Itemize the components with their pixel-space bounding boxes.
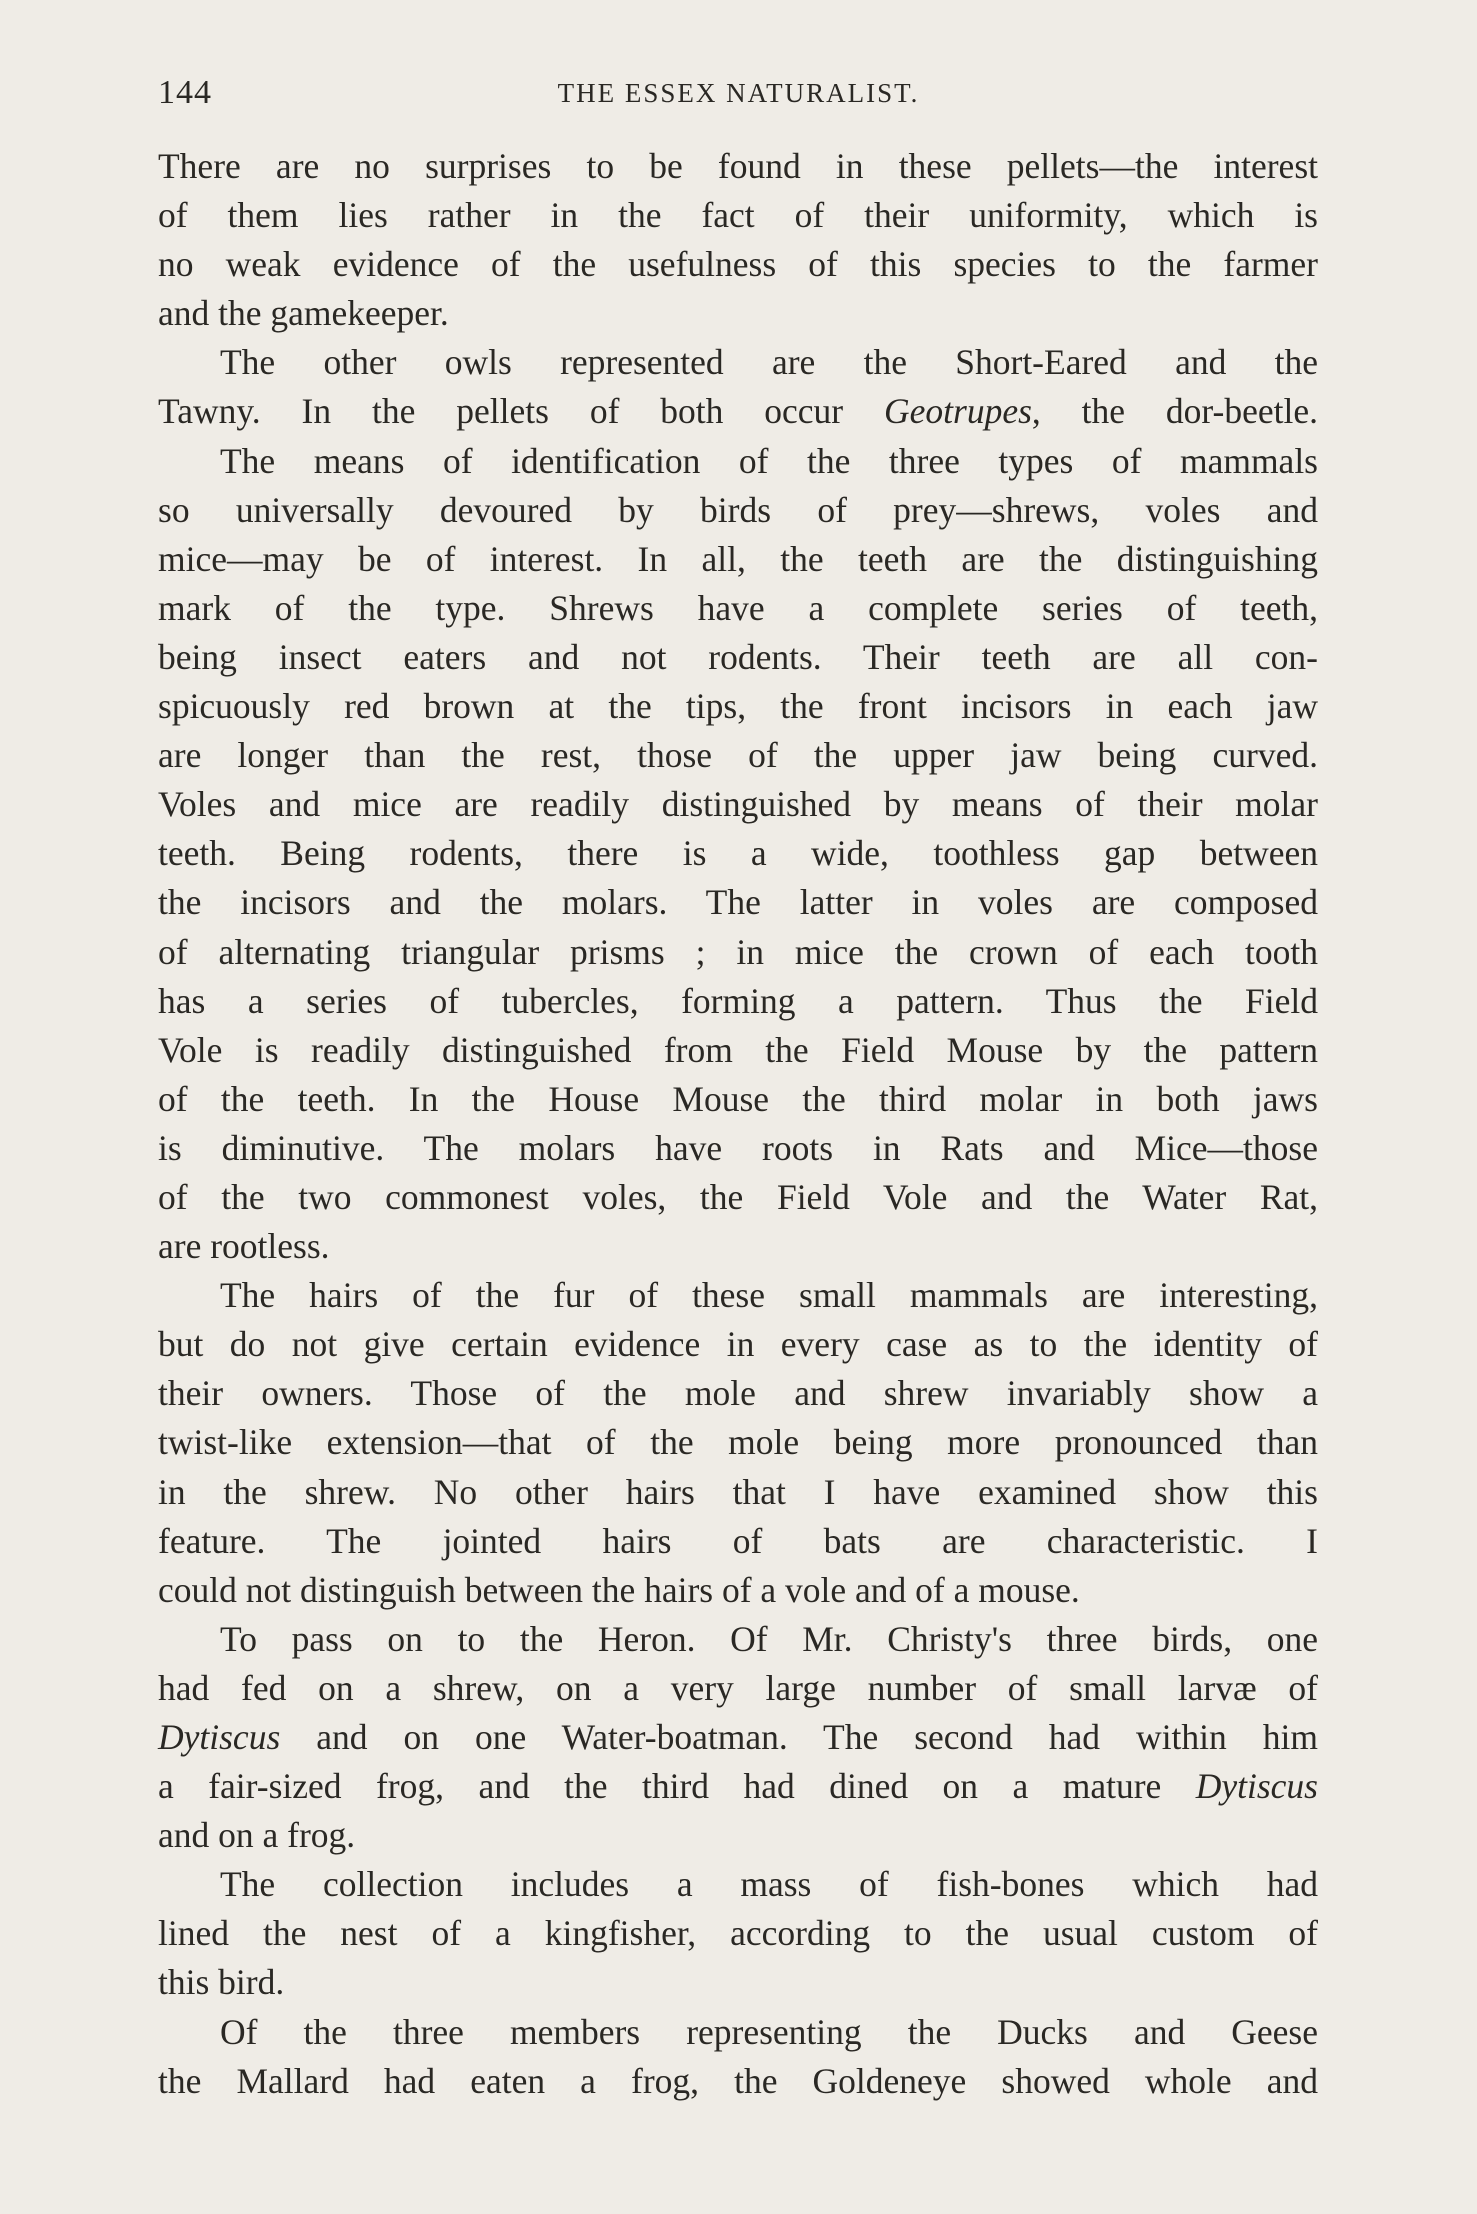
text-line: feature. The jointed hairs of bats are characteristic. I: [158, 1520, 1318, 1561]
text-line: is diminutive. The molars have roots in Rats and Mice—those: [158, 1127, 1318, 1168]
text-line: The hairs of the fur of these small mammals are interesting,: [220, 1275, 1318, 1316]
text-run: a fair-sized frog, and the third had dined on a mature: [158, 1766, 1196, 1807]
italic-term: Dytiscus: [158, 1717, 281, 1757]
italic-term: Geotrupes: [884, 391, 1032, 432]
paragraph-mammal-identification: [158, 437, 1318, 1272]
text-line: mice—may be of interest. In all, the teeth are the distinguishing: [158, 538, 1318, 579]
text-line: their owners. Those of the mole and shrew invariably show a: [158, 1373, 1318, 1414]
text-line: the Mallard had eaten a frog, the Goldeneye showed whole and: [158, 2060, 1318, 2101]
text-line: lined the nest of a kingfisher, according to the usual custom of: [158, 1913, 1318, 1954]
text-line: the incisors and the molars. The latter in voles are composed: [158, 882, 1318, 923]
text-line: of alternating triangular prisms ; in mice the crown of each tooth: [158, 931, 1318, 972]
text-line: twist-like extension—that of the mole being more pronounced than: [158, 1422, 1318, 1463]
text-line: [158, 1762, 1318, 1811]
paragraph-other-owls: [158, 338, 1318, 436]
text-line: but do not give certain evidence in every case as to the identity of: [158, 1324, 1318, 1365]
page-header: [158, 74, 1319, 124]
paragraph-heron: [158, 1615, 1318, 1860]
text-line: The other owls represented are the Short-Eared and the: [220, 342, 1318, 383]
text-run: , the dor-beetle.: [1031, 391, 1318, 432]
text-line: The collection includes a mass of fish-bones which had: [220, 1864, 1318, 1905]
paragraph-pellets-uniformity: [158, 142, 1318, 338]
text-line: in the shrew. No other hairs that I have examined show this: [158, 1471, 1318, 1512]
text-line: of the teeth. In the House Mouse the third molar in both jaws: [158, 1078, 1318, 1119]
text-line: this bird.: [158, 1962, 285, 2003]
text-line: [158, 387, 1318, 436]
text-run: and on one Water-boatman. The second had within him: [280, 1717, 1318, 1757]
text-line: The means of identification of the three types of mammals: [220, 440, 1318, 481]
text-line: mark of the type. Shrews have a complete series of teeth,: [158, 587, 1318, 628]
text-line: and the gamekeeper.: [158, 293, 449, 334]
text-line: Vole is readily distinguished from the Field Mouse by the pattern: [158, 1029, 1318, 1070]
text-line: Of the three members representing the Ducks and Geese: [220, 2011, 1318, 2052]
text-line: of them lies rather in the fact of their uniformity, which is: [158, 195, 1318, 236]
text-line: had fed on a shrew, on a very large number of small larvæ of: [158, 1667, 1318, 1708]
text-line: are rootless.: [158, 1226, 330, 1267]
text-line: so universally devoured by birds of prey—shrews, voles and: [158, 489, 1318, 530]
text-line: There are no surprises to be found in these pellets—the interest: [158, 146, 1318, 186]
text-line: could not distinguish between the hairs of a vole and of a mouse.: [158, 1569, 1080, 1610]
text-line: has a series of tubercles, forming a pattern. Thus the Field: [158, 980, 1318, 1021]
text-line: and on a frog.: [158, 1815, 356, 1856]
text-line: teeth. Being rodents, there is a wide, toothless gap between: [158, 833, 1318, 874]
text-run: Tawny. In the pellets of both occur: [158, 391, 844, 432]
text-line: To pass on to the Heron. Of Mr. Christy's three birds, one: [220, 1618, 1318, 1659]
running-head: THE ESSEX NATURALIST.: [557, 78, 920, 108]
paragraph-ducks-geese: [158, 2008, 1318, 2106]
text-line: of the two commonest voles, the Field Vole and the Water Rat,: [158, 1176, 1318, 1217]
body-text: [158, 142, 1318, 2106]
text-line: no weak evidence of the usefulness of this species to the farmer: [158, 244, 1318, 285]
paragraph-fur-hairs: [158, 1271, 1318, 1615]
text-line: are longer than the rest, those of the upper jaw being curved.: [158, 735, 1318, 776]
italic-term: Dytiscus: [1195, 1766, 1318, 1807]
text-line: spicuously red brown at the tips, the front incisors in each jaw: [158, 686, 1318, 727]
page-number: 144: [158, 74, 212, 111]
text-line: being insect eaters and not rodents. Their teeth are all con-: [158, 636, 1318, 677]
paragraph-kingfisher: [158, 1860, 1318, 2007]
text-line: Voles and mice are readily distinguished by means of their molar: [158, 784, 1318, 825]
text-line: [158, 1713, 1318, 1762]
